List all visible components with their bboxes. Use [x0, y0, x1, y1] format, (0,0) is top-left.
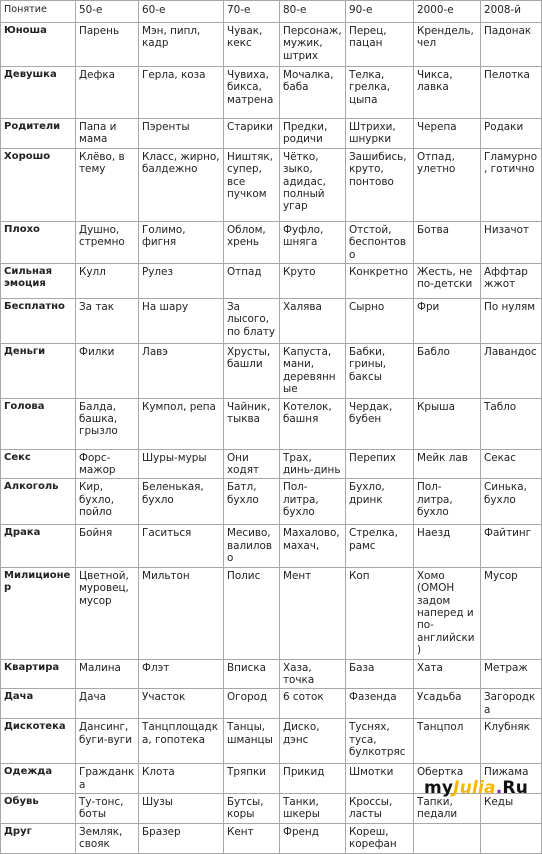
table-cell: Полис [224, 567, 280, 659]
table-row [1, 221, 542, 263]
table-cell: Парень [76, 23, 139, 67]
table-cell: Черепа [414, 119, 481, 149]
table-row [1, 689, 542, 719]
table-cell: На шару [139, 299, 224, 344]
table-cell: Наезд [414, 525, 481, 567]
table-cell: Ништяк, супер, все пучком [224, 148, 280, 221]
table-cell: Облом, хрень [224, 221, 280, 263]
table-cell: Мусор [481, 567, 542, 659]
table-cell: Чётко, зыко, адидас, полный угар [280, 148, 346, 221]
table-cell: Пижама [481, 764, 542, 794]
table-cell: Отпад [224, 264, 280, 299]
table-cell: Герла, коза [139, 67, 224, 119]
table-cell: Вписка [224, 659, 280, 689]
table-cell: Шузы [139, 793, 224, 823]
row-term: Обувь [1, 793, 76, 823]
row-term: Милиционер [1, 567, 76, 659]
table-row [1, 659, 542, 689]
table-cell: Хомо (ОМОН задом наперед и по-английски) [414, 567, 481, 659]
table-cell: Фазенда [346, 689, 414, 719]
table-cell: Зашибись, круто, понтово [346, 148, 414, 221]
table-cell: Конкретно [346, 264, 414, 299]
table-cell: Котелок, башня [280, 398, 346, 449]
table-cell: Коп [346, 567, 414, 659]
row-term: Квартира [1, 659, 76, 689]
table-cell: Рулез [139, 264, 224, 299]
row-term: Бесплатно [1, 299, 76, 344]
table-cell: База [346, 659, 414, 689]
table-row [1, 525, 542, 567]
table-cell: Прикид [280, 764, 346, 794]
table-cell: Чердак, бубен [346, 398, 414, 449]
table-cell: Кулл [76, 264, 139, 299]
table-cell: Файтинг [481, 525, 542, 567]
table-cell: За так [76, 299, 139, 344]
row-term: Одежда [1, 764, 76, 794]
table-cell: Лавандос [481, 344, 542, 399]
row-term: Девушка [1, 67, 76, 119]
table-cell: Беленькая, бухло [139, 479, 224, 525]
table-cell: Усадьба [414, 689, 481, 719]
table-cell: Танцпол [414, 719, 481, 764]
table-cell: Стрелка, рамс [346, 525, 414, 567]
table-row [1, 67, 542, 119]
table-cell: Крыша [414, 398, 481, 449]
header-cell: 2000-е [414, 1, 481, 23]
table-cell: Мэн, пипл, кадр [139, 23, 224, 67]
header-cell: 90-е [346, 1, 414, 23]
table-cell: Телка, грелка, цыпа [346, 67, 414, 119]
table-cell: Фуфло, шняга [280, 221, 346, 263]
table-cell: Секас [481, 449, 542, 479]
header-row [1, 1, 542, 23]
table-cell: Форс-мажор [76, 449, 139, 479]
table-cell: Клота [139, 764, 224, 794]
table-cell: Гламурно, готично [481, 148, 542, 221]
table-cell: Чикса, лавка [414, 67, 481, 119]
table-cell: Туснях, туса, булкотряс [346, 719, 414, 764]
watermark-part: . [495, 778, 503, 798]
table-cell: Кроссы, ласты [346, 793, 414, 823]
table-cell: Цветной, муровец, мусор [76, 567, 139, 659]
row-term: Дискотека [1, 719, 76, 764]
watermark-part: Ru [502, 778, 528, 798]
table-cell: Круто [280, 264, 346, 299]
table-row [1, 23, 542, 67]
table-row [1, 719, 542, 764]
table-cell: Чувак, кекс [224, 23, 280, 67]
table-cell: Метраж [481, 659, 542, 689]
table-cell: Пелотка [481, 67, 542, 119]
row-term: Алкоголь [1, 479, 76, 525]
table-cell: Гаситься [139, 525, 224, 567]
table-cell: Бойня [76, 525, 139, 567]
header-cell: 70-е [224, 1, 280, 23]
table-cell: Голимо, фигня [139, 221, 224, 263]
table-cell: Дача [76, 689, 139, 719]
table-cell: По нулям [481, 299, 542, 344]
table-cell: Родаки [481, 119, 542, 149]
table-cell: Филки [76, 344, 139, 399]
table-cell: Махалово, махач, [280, 525, 346, 567]
row-term: Родители [1, 119, 76, 149]
row-term: Хорошо [1, 148, 76, 221]
table-cell: Мильтон [139, 567, 224, 659]
table-cell: Танцы, шманцы [224, 719, 280, 764]
table-cell: Бутсы, коры [224, 793, 280, 823]
table-cell: За лысого, по блату [224, 299, 280, 344]
table-cell: Бабки, грины, баксы [346, 344, 414, 399]
table-cell: Участок [139, 689, 224, 719]
table-cell [414, 823, 481, 853]
table-cell: Мочалка, баба [280, 67, 346, 119]
watermark-part: my [423, 778, 454, 798]
table-cell: Они ходят [224, 449, 280, 479]
table-cell: Капуста, мани, деревянные [280, 344, 346, 399]
table-cell: Дансинг, буги-вуги [76, 719, 139, 764]
table-cell: Пол-литра, бухло [414, 479, 481, 525]
table-cell: Трах, динь-динь [280, 449, 346, 479]
table-cell: Пэренты [139, 119, 224, 149]
table-cell: Бабло [414, 344, 481, 399]
table-cell: Диско, дэнс [280, 719, 346, 764]
table-cell: Клёво, в тему [76, 148, 139, 221]
table-cell: Месиво, валилово [224, 525, 280, 567]
table-cell: Гражданка [76, 764, 139, 794]
table-cell: Загородка [481, 689, 542, 719]
table-row [1, 823, 542, 853]
row-term: Деньги [1, 344, 76, 399]
header-cell: 60-е [139, 1, 224, 23]
table-cell: Шуры-муры [139, 449, 224, 479]
table-cell: Малина [76, 659, 139, 689]
table-row [1, 299, 542, 344]
table-cell: Папа и мама [76, 119, 139, 149]
table-cell: Бухло, дринк [346, 479, 414, 525]
table-cell: Падонак [481, 23, 542, 67]
table-cell: Кореш, корефан [346, 823, 414, 853]
table-cell: Фри [414, 299, 481, 344]
table-row [1, 567, 542, 659]
table-cell: Перепих [346, 449, 414, 479]
table-row [1, 344, 542, 399]
row-term: Драка [1, 525, 76, 567]
table-cell: Чувиха, бикса, матрена [224, 67, 280, 119]
row-term: Сильная эмоция [1, 264, 76, 299]
header-cell: 80-е [280, 1, 346, 23]
table-row [1, 398, 542, 449]
table-cell: Ботва [414, 221, 481, 263]
watermark-part: Julia [453, 778, 496, 798]
table-cell: Лавэ [139, 344, 224, 399]
table-cell: Тапки, педали [414, 793, 481, 823]
table-cell [481, 823, 542, 853]
table-cell: Мент [280, 567, 346, 659]
table-cell: Балда, башка, грызло [76, 398, 139, 449]
table-cell: Земляк, свояк [76, 823, 139, 853]
table-row [1, 264, 542, 299]
table-cell: Мейк лав [414, 449, 481, 479]
table-cell: Дефка [76, 67, 139, 119]
table-cell: Табло [481, 398, 542, 449]
table-cell: Ту-тонс, боты [76, 793, 139, 823]
table-cell: Синька, бухло [481, 479, 542, 525]
table-cell: Танцплощадка, гопотека [139, 719, 224, 764]
table-row [1, 449, 542, 479]
table-cell: Аффтар жжот [481, 264, 542, 299]
table-cell: Халява [280, 299, 346, 344]
table-row [1, 148, 542, 221]
table-cell: Кир, бухло, пойло [76, 479, 139, 525]
table-cell: Кумпол, репа [139, 398, 224, 449]
table-cell: Клубняк [481, 719, 542, 764]
table-cell: Старики [224, 119, 280, 149]
table-cell: Душно, стремно [76, 221, 139, 263]
header-cell: Понятие [1, 1, 76, 23]
table-cell: Хата [414, 659, 481, 689]
table-cell: Персонаж, мужик, штрих [280, 23, 346, 67]
row-term: Юноша [1, 23, 76, 67]
row-term: Друг [1, 823, 76, 853]
table-cell: Крендель, чел [414, 23, 481, 67]
table-cell: Чайник, тыква [224, 398, 280, 449]
table-row [1, 119, 542, 149]
table-cell: Класс, жирно, балдежно [139, 148, 224, 221]
row-term: Дача [1, 689, 76, 719]
table-cell: Обертка [414, 764, 481, 794]
table-cell: Кеды [481, 793, 542, 823]
table-cell: Перец, пацан [346, 23, 414, 67]
table-cell: Батл, бухло [224, 479, 280, 525]
table-cell: Хаза, точка [280, 659, 346, 689]
table-cell: Кент [224, 823, 280, 853]
table-cell: Низачот [481, 221, 542, 263]
table-cell: Хрусты, башли [224, 344, 280, 399]
site-watermark [424, 778, 528, 798]
table-cell: Отстой, беспонтово [346, 221, 414, 263]
table-cell: Штрихи, шнурки [346, 119, 414, 149]
table-row [1, 479, 542, 525]
header-cell: 50-е [76, 1, 139, 23]
table-cell: Бразер [139, 823, 224, 853]
row-term: Секс [1, 449, 76, 479]
table-cell: Жесть, не по-детски [414, 264, 481, 299]
table-cell: Танки, шкеры [280, 793, 346, 823]
row-term: Голова [1, 398, 76, 449]
table-cell: Тряпки [224, 764, 280, 794]
table-cell: Сырно [346, 299, 414, 344]
table-cell: Шмотки [346, 764, 414, 794]
header-cell: 2008-й [481, 1, 542, 23]
table-cell: Огород [224, 689, 280, 719]
row-term: Плохо [1, 221, 76, 263]
table-cell: Пол-литра, бухло [280, 479, 346, 525]
table-cell: Френд [280, 823, 346, 853]
table-cell: Предки, родичи [280, 119, 346, 149]
table-cell: Отпад, улетно [414, 148, 481, 221]
table-cell: 6 соток [280, 689, 346, 719]
table-cell: Флэт [139, 659, 224, 689]
